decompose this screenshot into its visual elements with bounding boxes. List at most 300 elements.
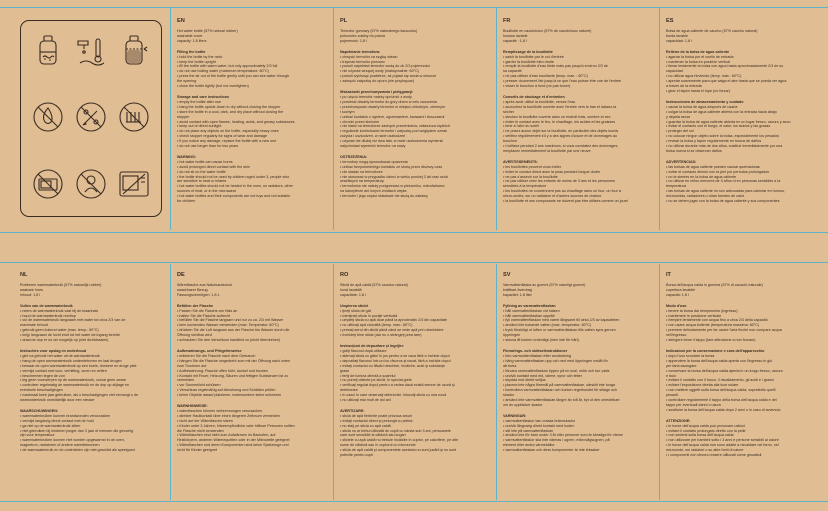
text-line: • vermijd contact met vuur, verhitting, zuren en vetten [20,368,107,373]
language-code: SV [503,272,511,278]
text-line: • håll varmvattenflaskan upprätt [503,313,555,318]
section-fr [503,18,655,204]
text-line: • nu staţi pe sticla cu apă caldă [340,423,391,428]
text-line: capacidad: 1,8 l [666,38,692,43]
text-line: att torka [503,363,517,368]
text-line: skador [503,393,515,398]
fold-rule-bottom [0,262,828,263]
text-line: tappo per eventuali danni o usura [666,402,721,407]
text-line: • evitare il contatto prolungato diretto con la pelle [666,428,746,433]
text-line: • non mettere oggetti sulla borsa dell'acqua calda, soprattutto quelli [666,388,776,393]
text-line: • giet na gebruik het water uit de warmwaterkruik [20,353,100,358]
text-line: • empty the bottle after use [177,99,221,104]
text-line: • unikać bezpośredniego kontaktu ze skórą przez dłuższy czas [340,164,443,169]
text-line: • använd inte för barn under 3 år eller personer som är känsliga för värme [503,433,623,438]
section-heading: Aufbewahrungs- und Pflegehinweise [177,348,242,353]
text-line: capacité : 1,8 l [503,38,527,43]
divider-bottom-3 [496,264,497,500]
text-line: • bewaar de open warmwaterkruik op een koele, donkere en droge plek [20,363,137,368]
text-line: • fyll varmvattenflaskan med varmt långsamt till cirka 2/3 av kapaciteten [503,318,620,323]
language-code: FR [503,18,511,24]
text-line: • sticlele cu apă caldă nu trebuie încălzite în cuptor, pe calorifere, pe alte [340,438,459,443]
section-heading: Napełnianie termofora: [340,49,381,54]
text-line: • häng varmvattenflaskan upp och ned med öppningen nedåt för [503,358,608,363]
spacer [503,89,655,92]
no-radiator-icon [117,167,151,201]
section-heading: Filling the bottle [177,49,206,54]
text-line: pojemność: 1,8 l [340,38,367,43]
text-line: • feriţi de lumina directă a soarelui [340,373,396,378]
text-line: • controllare regolarmente il tappo della borsa dell'acqua calda e del [666,398,777,403]
text-line: • powiesić otwarty termofor do góry dnem w celu osuszenia [340,99,437,104]
text-line: • nie siadać na termoforze [340,169,383,174]
text-line: Hot water bottle (57% natural rubber) [177,29,238,33]
text-line: • varmvattenflaskor ska inte värmas i ugnen, mikrovågsugnen, på [503,438,610,443]
text-line: die Flasche nicht verwenden [177,428,224,433]
text-line: • Fassen Sie die Flasche am Hals an [177,308,238,313]
text-line: • trzymać termofor pionowo [340,59,385,64]
language-code: ES [666,18,674,24]
text-line: • Wärmflaschen und deren Komponenten sind keine Spielzeuge und [177,443,289,448]
text-line: • nie używać wrzącej wody (maksymalnie: 60°C) [340,69,419,74]
section-heading: Befüllen der Flasche [177,303,214,308]
text-line: • apretar suavemente para que salga el aire hasta que se pueda ver agua [666,79,787,84]
text-line: • Aufbewahrung: Flasche offen kühl, dunkel und trocken [177,368,269,373]
section-heading: Conseils de stockage et d'entretien [503,94,565,99]
text-line: microondas, radiadores u otras fuentes de calor [666,194,745,199]
text-line: element eller andra värmekällor [503,443,555,448]
text-line: • powoli wycisnąć powietrze, aż pojawi się woda w otworze [340,74,437,79]
text-line: • presser doucement l'air jusqu'à ce que l'eau puisse être vue de l'entrée [503,79,622,84]
bottom-rule [0,501,828,502]
text-line: wrażliwych na temperaturę [340,179,384,184]
text-line: • închideţi bine sticla (dar nu o strângeţi prea tare) [340,333,422,338]
text-line: • evitare l'esposizione diretta alla luce solare [666,383,739,388]
text-line: • hot water bottles should not be heated in the oven, on radiators, other [177,184,293,189]
text-line: • schrauben Sie den Verschluss handfest zu (nicht überdrehen) [177,338,281,343]
text-line: temperatura [666,184,686,189]
text-line: • do not use boiling water (maximum temperature: 60°C) [177,69,269,74]
text-line: • förvara varmvattenflaskan öppen på en sval, mörk och torr plats [503,368,610,373]
text-line: • nie kłaść na termoforze żadnych przedmiotów, zwłaszcza ciężkich [340,124,450,129]
text-line: • non sedersi sulla borsa dell'acqua calda [666,433,734,438]
fill-level-icon [117,33,151,67]
divider-top-1 [170,8,171,230]
text-line: • chronić przed słońcem [340,119,380,124]
text-line: • if you notice any damage, replace the bottle with a new one [177,139,277,144]
text-line: • revisar la bolsa y tapón regularmente en busca de daños [666,139,762,144]
text-line: • fill the bottle with warm water, but only approximately 2/3 full [177,64,278,69]
text-line: • ţineţi sticla de gât [340,308,371,313]
text-line: • kontrollera varmvattenflaskan och korken regelbundet för slitage och [503,388,618,393]
divider-top-3 [496,8,497,230]
text-line: inhoud: 1,8 l [20,292,41,297]
text-line: kapacitet: 1,8 liter [503,292,532,297]
divider-bottom-2 [333,264,334,500]
section-heading: Vullen van de warmwaterkruik [20,303,73,308]
text-line: funda lavable [666,33,688,38]
text-line: Öffnung sichtbar wird [177,333,212,338]
text-line: om du upptäcker skador [503,402,543,407]
text-line: • knijp langzaam de lucht eruit tot het water de ingang bereikt [20,333,120,338]
text-line: warmwaterkruik onmiddellijk door een nieuwe [20,398,95,403]
section-heading: Relleno de la bolsa de agua caliente [666,49,730,54]
text-line: • éviter le contact avec le feu, le chauffage, les acides et les graisses [503,119,616,124]
text-line: Heizkörpern, anderen Wärmequellen oder in der Mikrowelle geeignet [177,438,290,443]
text-line: per farla asciugare [666,363,697,368]
section-de [177,272,329,453]
text-line: • sticla de apă caldă şi componentele acesteia nu sunt jucării şi nu sunt [340,448,457,453]
text-line: • proteger del sol [666,129,694,134]
text-line: • dopo l'uso svuotare la borsa [666,353,715,358]
text-line: Bouillotte en caoutchouc (57% de caoutchouc naturel) [503,29,592,33]
language-code: PL [340,18,348,24]
text-line: Fassungsvermögen: 1,8 L [177,292,220,297]
text-line: • do not sit on the water bottle [177,169,226,174]
text-line: micro-ondes, sur un radiateur et d'autres sources de chaleur [503,194,602,199]
no-heater-icon [117,100,151,134]
text-line: • placera inte några föremål på varmvattenflaskan, särskilt inte tunga [503,383,615,388]
text-line: • no colocar ningún objeto sobre la bolsa, especialmente los pesados [666,134,780,139]
text-line: • keine Objekte darauf platzieren, insbesondere keine schweren [177,393,282,398]
text-line: • vul de warmwaterkruik langzaam met water tot circa 2/3 van de [20,318,126,323]
spacer [666,44,818,47]
text-line: • hängen Sie die Flasche umgedreht zum mit der Öffnung nach unten [177,358,291,363]
text-line: • kein kochendes Wasser verwenden (max. Temperatur: 60°C) [177,323,279,328]
text-line: care sunt sensibile la căldură sau sugari [340,433,406,438]
text-line: • tenere la borsa dal riempimento (ingresso) [666,308,738,313]
spacer [20,403,165,406]
text-line: • draai de dop er zo ver mogelijk op (niet dichtdraaien) [20,338,109,343]
text-line: • nu utilizaţi mai mult de doi ani [340,398,391,403]
text-line: • halten Sie die Flasche aufrecht [177,313,230,318]
text-line: • po użyciu termofor należy opróżnić z wody [340,94,412,99]
section-nl [20,272,165,453]
spacer [340,338,492,341]
text-line: • hang de open warmwaterkruik ondersteboven en laat drogen [20,358,122,363]
text-line: • stockez la bouillotte ouverte dans un endroit frais, sombre et sec [503,114,611,119]
text-line: • evitar el contacto directo con la piel por períodos prolongados [666,169,769,174]
text-line: housse lavable [503,33,528,38]
spacer [503,44,655,47]
spacer [503,154,655,157]
text-line: • nu utilizaţi apă clocotită (temp. max.: 60°C) [340,323,413,328]
text-line: • close the bottle tightly (but not overtighten) [177,84,249,89]
text-line: • non usare acqua bollente (temperatura massima: 60°C) [666,323,760,328]
text-line: • ne pas s'asseoir sur la bouillotte [503,174,558,179]
text-line: • skydda mot direkt solljus [503,378,546,383]
text-line: • agarrar la bolsa por el cuello de entrada [666,54,734,59]
text-line: the opening [177,79,197,84]
section-heading: Instrucţiuni de depozitare şi îngrijire [340,344,404,349]
text-line: • ga niet op de warmwaterkruik zitten [20,423,81,428]
spacer [177,89,329,92]
text-line: • Kinder unter 3 Jahren, hitzeempfindliche oder hilflose Personen sollten [177,423,295,428]
text-line: • éviter le contact direct avec la peau pendant longue durée [503,169,601,174]
text-line: nell'ingresso [666,333,687,338]
text-line: • undvik långvarig direkt kontakt med huden [503,423,575,428]
section-heading: Instrucciones de almacenamiento y cuidado [666,99,744,104]
text-line: for children [177,199,196,204]
section-heading: WARNHINWEISE: [177,404,208,409]
hot-water-bottle-icon [31,33,65,67]
text-line: zum Trocknen auf [177,363,207,368]
text-line: • evitar el contacto con el fuego, el calor, los ácidos y las grasas [666,124,771,129]
text-line: • girar el tapón hasta el tope (no forzar) [666,88,731,93]
text-line: • garder la bouillotte bien droite [503,59,554,64]
text-line: maximale inhoud [20,323,48,328]
section-heading: OSTRZEŻENIA: [340,154,368,159]
text-line: • conservare la borsa dell'acqua calda aperta in un luogo fresco, oscuro [666,368,783,373]
language-code: NL [20,272,28,278]
text-line: • nu puneţi obiecte pe sticlă, în special grele [340,378,412,383]
fold-rule-top [0,232,828,233]
text-line: • töm varmvattenflaskan efter användning [503,353,571,358]
text-line: • remplir la bouillotte d'eau tiède mais pas jusqu'à environ 2/3 de [503,64,608,69]
text-line: • ne posez aucun objet sur la bouillotte, en particulier des objets lourds [503,129,619,134]
section-heading: Fyllning av varmvattenflaskan [503,303,556,308]
text-line: • termofory mogą spowodować oparzenia [340,159,408,164]
text-line: • befüllen Sie die Flasche langsam und nur zu ca. 2/3 mit Wasser [177,318,284,323]
text-line: • termoforów nie należy podgrzewać w piekarniku, mikrofalówce, [340,184,446,189]
divider-bottom-1 [170,264,171,500]
text-line: • no utilizar en niños menores de 3 años ni en personas sensibles a la [666,179,781,184]
text-line: • direkter Hautkontakt über einen längeren Zeitraum vermeiden [177,413,280,418]
text-line: • nicht auf der Wärmflasche sitzen [177,418,233,423]
spacer [340,84,492,87]
text-line: • zakręcić zatyczkę do oporu (nie przykręcać) [340,79,415,84]
section-heading: AVERTISSEMENTS: [503,159,538,164]
text-line: • mantenere in posizione verticale [666,313,722,318]
text-line: • sitt inte på varmvattenflaskan [503,428,554,433]
text-line: • non utilizzare per bambini sotto i 3 anni e persone sensibili al calore [666,438,779,443]
section-ro [340,272,492,458]
text-line: nicht für Kinder geeignet [177,448,217,453]
text-line: zużycia i uszkodzeń, w razie uszkodzeń [340,134,406,139]
text-line: • les bouillottes ne conviennent pas au chauffage dans un four, un four à [503,189,621,194]
text-line: • verificaţi regulat dopul pentru a vedea dacă există semne de uzură şi [340,383,455,388]
spacer [340,44,492,47]
spacer [20,343,165,346]
text-line: • las bolsas de agua caliente no son adecuadas para calentar en hornos, [666,189,785,194]
text-line: Wärmflasche aus Naturkautschuk [177,283,233,287]
text-line: • sostituire la borsa dell'acqua calda dopo 2 anni o in caso di avvenuto [666,407,781,412]
text-line: microonde, sui radiatori o su altre fonti di calore [666,448,744,453]
section-heading: Indicazioni per la conservazione e cura dell'apparecchio [666,348,765,353]
text-line: • umpleţi sticla cu apă doar până la aproximativ 2/3 din capacitate [340,318,448,323]
text-line: • niet gebruiken bij kinderen jonger dan 3 jaar of mensen die gevoelig [20,428,134,433]
text-line: tvättbart överdrag [503,287,532,292]
text-line: washable cover [177,33,203,38]
text-line: • leg geen voorwerpen op de warmwaterkruik, vooral geen zware [20,378,127,383]
text-line: • ne pas utiliser chez les enfants de moins de 3 ans et les personnes [503,179,615,184]
text-line: i suchym [340,109,355,114]
text-line: • presaţi aerul din sticlă până când se vede apă prin deschidere [340,328,444,333]
text-line: wasbare hoes [20,287,43,292]
spacer [20,298,165,301]
text-line: • unikać kontaktu z ogniem, ogrzewaniem, kwasami i tłuszczami [340,114,445,119]
text-line: a través de la entrada [666,84,702,89]
text-line: e buio [666,373,677,378]
text-line: • Wärmflaschen sind nicht zum Aufwärmen im Backofen, auf [177,433,276,438]
text-line: • n'utilisez pendant 2 ans maximum, si vous constatez des dommages, [503,144,619,149]
water-tap-thermometer-icon [74,33,108,67]
spacer [340,149,492,152]
section-heading: Remplissage de la bouillotte [503,49,553,54]
text-line: • keep the bottle upright [177,59,216,64]
language-code: DE [177,272,185,278]
text-line: bouchon [503,139,518,144]
text-line: • ne pas utiliser d'eau bouillante (temp. max. : 60°C) [503,74,588,79]
text-line: • varmvattenflaskor kan orsaka brännskador [503,418,576,423]
text-line: • press the air out of the bottle gently until you can see water through [177,74,290,79]
text-line: • Verschluss regelmäßig auf Abnutzung und Schäden prüfen [177,388,276,393]
text-line: • goliţi flaconul după utilizare [340,348,387,353]
text-line: • do not place any objects on the bottle, especially heavy ones [177,129,279,134]
text-line: • gebruik geen kokend water (max. temp.: 60°C) [20,328,99,333]
text-line: pokrowiec zdatny do prania [340,33,385,38]
section-heading: VARNINGAR: [503,413,527,418]
text-line: • skruva åt korken ordentligt (men inte för hårt) [503,338,579,343]
section-es [666,18,818,204]
text-line: • beschermen tegen de zon [20,373,65,378]
spacer [177,44,329,47]
text-line: • menţineţi sticla în poziţie verticală [340,313,398,318]
text-line: • vor Sonnenlicht schützen [177,383,221,388]
text-line: • regularnie kontrolować termofor i zatyczkę pod względem oznak [340,129,448,134]
text-line: • przechowywać otwarty termofor w miejscu chłodnym, ciemnym [340,104,445,109]
text-line: • evitaţi contactul cu flăcări deschise, încălzire, acizi şi substanţe [340,363,445,368]
spacer [340,403,492,406]
text-line: eventuele beschadigingen [20,388,63,393]
text-line: • warmwaterkruiken kunnen brandwonden veroorzaken [20,413,111,418]
spacer [503,298,655,301]
spacer [666,154,818,157]
text-line: • använd inte kokande vatten (max. temperatur: 60°C) [503,323,592,328]
text-line: • powoli napełniać termofor wodą do ok 2/3 pojemności [340,64,431,69]
text-line: • entleeren Sie die Flasche nach dem Gebrauch [177,353,256,358]
language-code: RO [340,272,349,278]
text-line: • använd inte varmvattenflaskan längre än två år, byt ut den omedelbart [503,398,620,403]
text-line: öppningen [503,333,521,338]
text-line: • avoid contact with open flames, heating, acids, and greasy substances [177,119,295,124]
text-line: are sensitive to heat or infants [177,179,227,184]
text-line: vermeiden [177,378,195,383]
text-line: surse de căldură sau în cuptorul cu microunde [340,443,416,448]
no-microwave-icon [31,167,65,201]
text-line: • wärmflaschen können verbrennungen verursachen [177,408,263,413]
text-line: grase [340,368,350,373]
text-line: • no utilizar agua hirviendo (temp. máx.: 60°C) [666,74,742,79]
text-line: • maximaal twee jaar gebruiken, als u beschadigingen ziet vervangt u de [20,393,139,398]
text-line: • guardar la bolsa de agua caliente abierta en un lugar fresco, oscuro y seco [666,119,791,124]
text-line: • în cazul în care observaţi deteriorări, înlocuiţi sticla cu una nouă [340,393,447,398]
spacer [177,398,329,401]
text-line: • llenar lentamente la bolsa con agua hasta aproximadamente 2/3 de su [666,64,784,69]
section-it [666,272,818,458]
text-line: • accrochez la bouillotte ouverte avec l'entrée vers le bas et laissez-la [503,104,617,109]
text-line: natychmiast wymienić termofor na nowy [340,144,406,149]
section-heading: WAARSCHUWINGEN: [20,408,59,413]
spacer [177,343,329,346]
text-line: • depozitaţi flaconul într-un loc răcoros şi uscat, fără a închide dopul [340,358,451,363]
text-line: • no utilizar durante más de dos años, sustituir inmediatamente por una [666,144,783,149]
text-line: • après avoir utilisé la bouillotte, versez l'eau [503,99,576,104]
text-line: • tryck försiktigt ut luften ur varmvattenflaskan tills vatten syns genom [503,328,616,333]
no-sharp-objects-icon [74,100,108,134]
spacer [666,94,818,97]
text-line: • nie stosować w przypadku dzieci w wieku poniżej 3 lat oraz osób [340,174,448,179]
text-line: capacity: 1.8 liters [177,38,207,43]
text-line: • evitaţi contactul direct şi prelungit cu pielea [340,418,413,423]
section-heading: Umplerea sticlei [340,303,369,308]
text-line: potrivite pentru copii [340,453,374,458]
spacer [177,149,329,152]
text-line: • vaciar la bolsa de agua después de usarla [666,104,738,109]
language-code: IT [666,272,671,278]
text-line: • warmwaterkruiken kunnen niet worden opgewarmd in de oven, [20,438,125,443]
text-line: • håll varmvattenflaskan vid halsen [503,308,560,313]
text-line: • vérifiez régulièrement s'il y a des signes d'usure et de dommages au [503,134,617,139]
spacer [340,298,492,301]
text-line: • premere delicatamente per far uscire l'aria finché non compare acqua [666,328,782,333]
text-line: • le borse dell'acqua calda non sono adatte a riscaldare nel forno, nel [666,443,779,448]
text-line: Termofor gumowy (57% naturalnego kauczuku) [340,29,418,33]
text-line: sa capacité [503,69,522,74]
text-line: magnetron, radiatoren of andere warmtebronnen [20,443,100,448]
text-line: • hang the bottle upside down to dry without closing the stopper [177,104,281,109]
text-line: • varmvattenflaskan och dess komponenter är inte leksaker [503,448,600,453]
text-line: husă lavabilă [340,287,362,292]
text-line: pesanti [666,393,678,398]
text-line: waschbarer Bezug [177,287,208,292]
symbol-panel [20,20,162,217]
text-line: capacidad [666,69,683,74]
divider-bottom-4 [659,264,660,500]
text-line: • avoid prolonged direct contact with the skin [177,164,250,169]
text-line: • mantener la bolsa en posición vertical [666,59,731,64]
text-line: bolsa nueva si se observan daños [666,148,722,153]
text-line: • the bottle should not be used by children aged under 3, people who [177,174,290,179]
text-line: deteriorare [340,388,358,393]
section-heading: AVERTIZARE: [340,408,365,413]
text-line: • les bouillottes peuvent vous brûler [503,164,562,169]
text-line: • sticla de apă fierbinte poate provoca arsuri [340,413,412,418]
text-line: • houd de warmwaterkruik rechtop [20,313,76,318]
text-line: • termofor i jego części składowe nie służą do zabawy [340,194,428,199]
text-line: y dejarla secar [666,114,690,119]
text-line: • hot water bottle can cause burns [177,159,233,164]
text-line: • la bouillotte et ses composants ne doivent pas être utilisés comme un jouet [503,199,628,204]
text-line: • undvik kontakt med eld, värme, syror och fetter [503,373,582,378]
text-line: copertura lavabile [666,287,696,292]
section-en [177,18,329,204]
section-heading: ADVERTENCIAS: [666,159,697,164]
section-heading: Wskazówki przechowywania i pielęgnacji: [340,90,414,95]
text-line: na kaloryferze ani innych źródłach ciepła [340,189,407,194]
text-line: • no se deben jugar con la bolsa de agua caliente y sus componentes [666,199,780,204]
text-line: • neem de warmwaterkruik vast bij de kraanhals [20,308,99,313]
spacer [503,343,655,346]
section-sv [503,272,655,453]
text-line: • Kontakt mit Feuer, Heizung, Säuren und fettigen Substanzen ist zu [177,373,289,378]
divider-top-4 [659,8,660,230]
spacer [666,298,818,301]
text-line: sensibles à la température [503,184,547,189]
spacer [503,408,655,411]
text-line: • vermijd langdurig direct contact met de huid [20,418,94,423]
text-line: • las bolsas de agua caliente pueden causar quemaduras [666,164,760,169]
